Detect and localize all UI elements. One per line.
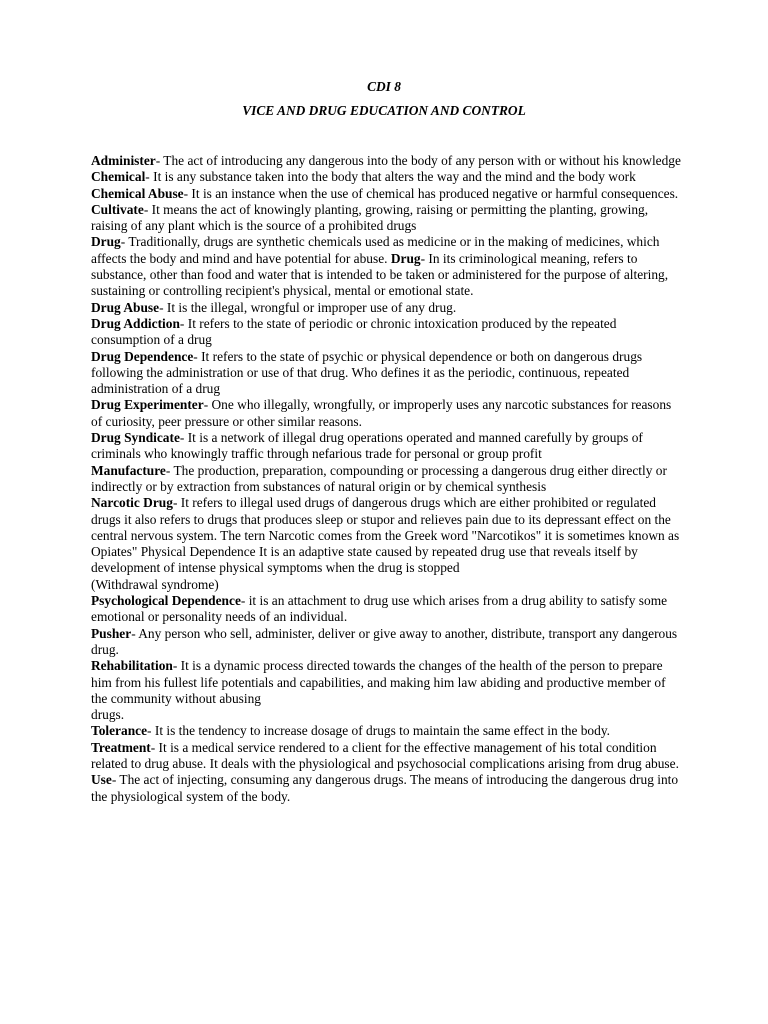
glossary-entry <box>91 723 681 739</box>
glossary-term: Drug <box>390 250 421 266</box>
glossary-term: Treatment <box>91 739 151 755</box>
glossary-term: Cultivate <box>91 201 144 217</box>
glossary-entry <box>91 202 681 235</box>
glossary-entry <box>91 740 681 773</box>
glossary-entry <box>91 153 681 169</box>
glossary-definition: - Any person who sell, administer, deliver or give away to another, distribute, transport any dangerous drug. <box>91 625 678 657</box>
course-code-heading: CDI 8 <box>367 79 401 94</box>
glossary-definition: - In its criminological meaning, refers to substance, other than food and water that is intended to be taken or administered for the purpose of altering, sustaining or controlling recipient's physical, mental or emotional state. <box>91 250 669 299</box>
glossary-definition: - It refers to the state of periodic or chronic intoxication produced by the repeated consumption of a drug <box>91 315 617 348</box>
glossary-entry <box>91 234 681 299</box>
glossary-entry <box>91 463 681 496</box>
glossary-term: Pusher <box>91 625 132 641</box>
glossary-entry <box>91 430 681 463</box>
glossary-list <box>91 153 681 805</box>
glossary-continuation-line: (Withdrawal syndrome) <box>91 576 219 592</box>
glossary-term: Drug Experimenter <box>91 397 204 413</box>
glossary-entry <box>91 397 681 430</box>
glossary-definition: - It is the tendency to increase dosage of drugs to maintain the same effect in the body. <box>147 723 610 739</box>
glossary-definition: - It is the illegal, wrongful or improper use of any drug. <box>159 299 457 315</box>
glossary-term: Chemical Abuse <box>91 185 184 201</box>
glossary-definition: - The act of introducing any dangerous into the body of any person with or without his knowledge <box>155 153 681 168</box>
glossary-entry <box>91 658 681 707</box>
document-title: VICE AND DRUG EDUCATION AND CONTROL <box>242 103 526 118</box>
glossary-term: Drug Dependence <box>91 348 194 364</box>
glossary-entry <box>91 626 681 659</box>
glossary-definition: - it is an attachment to drug use which arises from a drug ability to satisfy some emotional or personality needs of an individual. <box>91 593 668 625</box>
glossary-term: Drug Addiction <box>91 315 180 331</box>
glossary-term: Drug Syndicate <box>91 430 180 446</box>
glossary-definition: - It means the act of knowingly planting, growing, raising or permitting the planting, growing, raising of any plant which is the source of a prohibited drugs <box>91 201 649 234</box>
glossary-entry <box>91 593 681 626</box>
glossary-term: Tolerance <box>91 723 148 739</box>
glossary-definition: - One who illegally, wrongfully, or improperly uses any narcotic substances for reasons of curiosity, peer pressure or other similar reasons. <box>91 397 672 429</box>
glossary-definition: - It is a network of illegal drug operations operated and manned carefully by groups of criminals who knowingly traffic through nefarious trade for personal or group profit <box>91 430 643 462</box>
glossary-term: Use <box>91 772 112 788</box>
glossary-term: Administer <box>91 153 156 168</box>
glossary-term: Chemical <box>91 169 146 185</box>
glossary-definition: - It refers to the state of psychic or physical dependence or both on dangerous drugs following the administration or use of that drug. Who defines it as the periodic, continuous, repeated administration of a drug <box>91 348 643 397</box>
glossary-entry <box>91 169 681 185</box>
glossary-entry <box>91 772 681 805</box>
glossary-entry <box>91 186 681 202</box>
glossary-term: Psychological Dependence <box>91 593 241 609</box>
glossary-entry <box>91 349 681 398</box>
glossary-definition: - It is an instance when the use of chemical has produced negative or harmful consequences. <box>183 185 679 201</box>
glossary-term: Drug Abuse <box>91 299 160 315</box>
glossary-entry <box>91 316 681 349</box>
glossary-continuation-line: drugs. <box>91 707 125 723</box>
glossary-entry <box>91 495 681 576</box>
glossary-definition: - Traditionally, drugs are synthetic chemicals used as medicine or in the making of medicines, which affects the body and mind and have potential for abuse. <box>91 234 660 266</box>
glossary-term: Rehabilitation <box>91 658 173 674</box>
glossary-definition: - It is a dynamic process directed towards the changes of the health of the person to prepare him from his fullest life potentials and capabilities, and making him law abiding and productive member of the community without abusing <box>91 658 666 706</box>
glossary-definition: - The act of injecting, consuming any dangerous drugs. The means of introducing the dangerous drug into the physiological system of the body. <box>91 772 679 804</box>
glossary-definition: - The production, preparation, compounding or processing a dangerous drug either directly or indirectly or by extraction from substances of natural origin or by chemical synthesis <box>91 462 667 494</box>
glossary-definition: - It refers to illegal used drugs of dangerous drugs which are either prohibited or regulated drugs it also refers to drugs that produces sleep or stupor and relieves pain due to its depressant effect on the central nervous system. The tern Narcotic comes from the Greek word "Narcotikos" it is sometimes known as Opiates" Physical Dependence It is an adaptive state caused by repeated drug use that reveals itself by development of intense physical symptoms when the drug is stopped <box>91 495 680 576</box>
glossary-definition: - It is any substance taken into the body that alters the way and the mind and the body work <box>145 169 636 185</box>
glossary-entry <box>91 300 681 316</box>
glossary-definition: - It is a medical service rendered to a client for the effective management of his total condition related to drug abuse. It deals with the physiological and psychosocial complications arising from drug abuse. <box>91 739 679 771</box>
glossary-term: Narcotic Drug <box>91 495 173 511</box>
glossary-term: Drug <box>91 234 121 250</box>
glossary-term: Manufacture <box>91 462 166 478</box>
